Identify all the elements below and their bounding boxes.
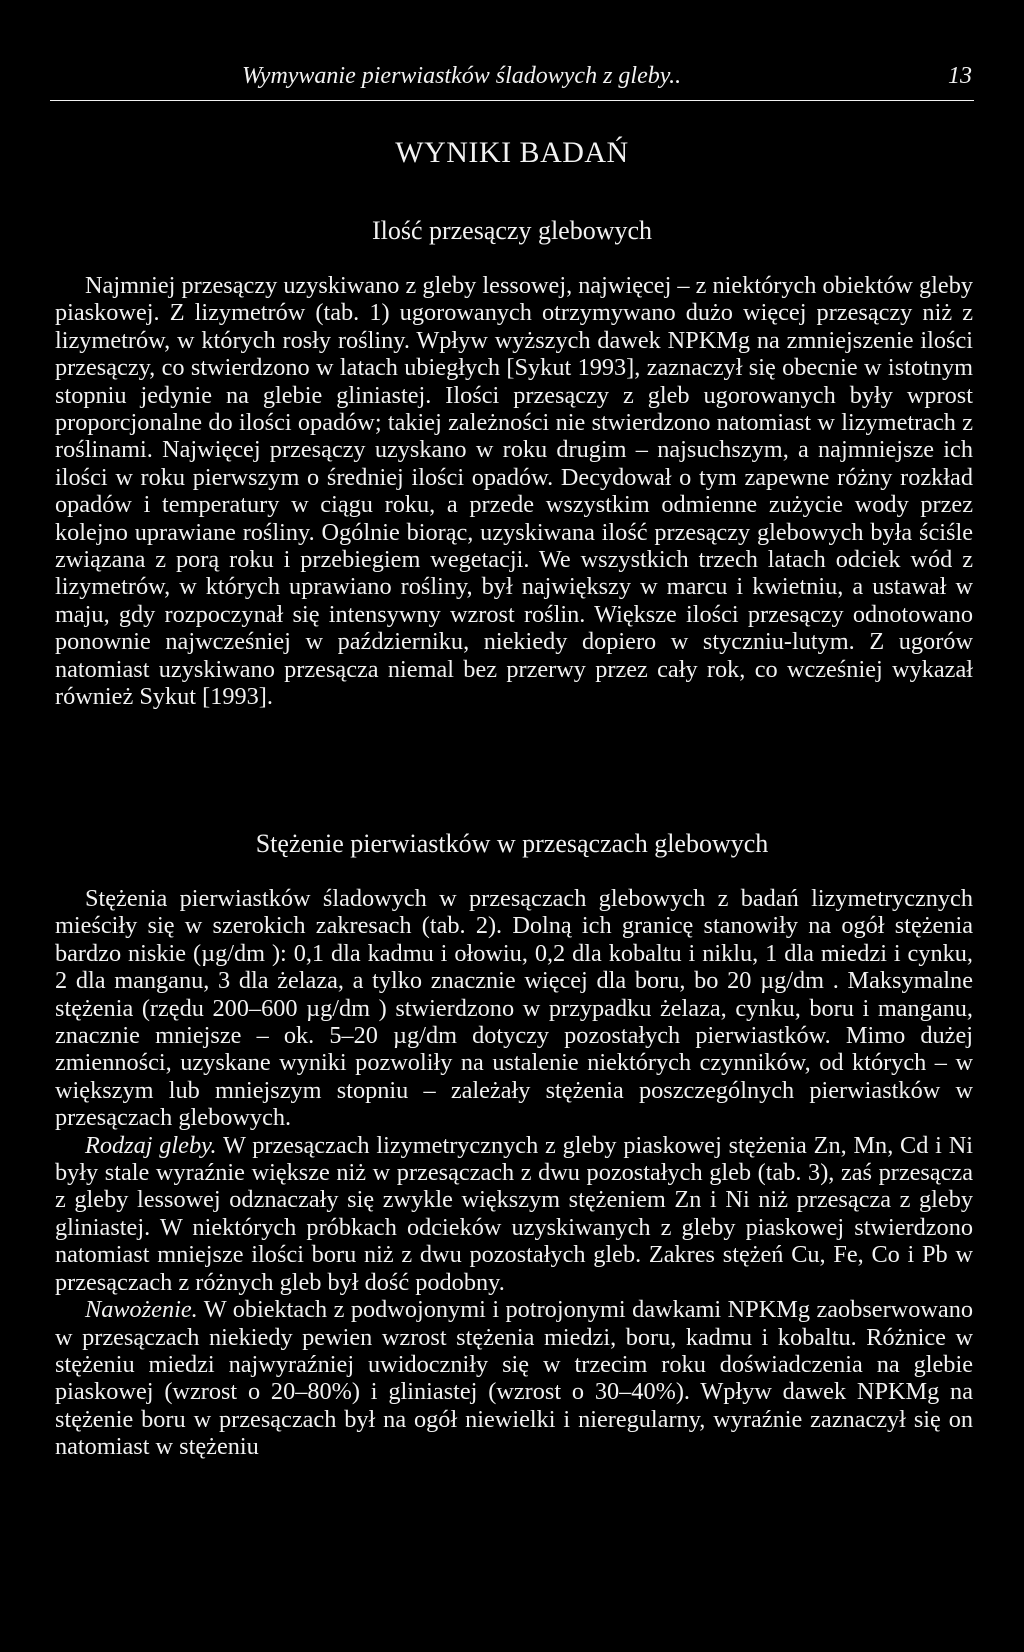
section1-body xyxy=(55,272,973,711)
section-heading: WYNIKI BADAŃ xyxy=(395,136,629,169)
paragraph: Najmniej przesączy uzyskiwano z gleby lessowej, najwięcej – z niektórych obiektów gleby piaskowej. Z lizymetrów (tab. 1) ugorowanych otrzymywano dużo więcej przesączy niż z lizymetrów, w których rosły rośliny. Wpływ wyższych dawek NPKMg na zmniejszenie ilości przesączy, co stwierdzono w latach ubiegłych [Sykut 1993], zaznaczył się obecnie w istotnym stopniu jedynie na glebie gliniastej. Ilości przesączy z gleb ugorowanych były wprost proporcjonalne do ilości opadów; takiej zależności nie stwierdzono natomiast w lizymetrach z roślinami. Najwięcej przesączy uzyskano w roku drugim – najsuchszym, a najmniejsze ich ilości w roku pierwszym o średniej ilości opadów. Decydował o tym zapewne różny rozkład opadów i temperatury w ciągu roku, a przede wszystkim odmienne zużycie wody przez kolejno uprawiane rośliny. Ogólnie biorąc, uzyskiwana ilość przesączy glebowych była ściśle związana z porą roku i przebiegiem wegetacji. We wszystkich trzech latach odciek wód z lizymetrów, w których uprawiano rośliny, był największy w marcu i kwietniu, a ustawał w maju, gdy rozpoczynał się intensywny wzrost roślin. Większe ilości przesączy odnotowano ponownie najwcześniej w październiku, niekiedy dopiero w styczniu-lutym. Z ugorów natomiast uzyskiwano przesącza niemal bez przerwy przez cały rok, co wcześniej wykazał również Sykut [1993]. xyxy=(55,272,973,711)
subsection-title-element-concentration: Stężenie pierwiastków w przesączach glebowych xyxy=(255,829,769,858)
page-number: 13 xyxy=(948,63,972,89)
running-title: Wymywanie pierwiastków śladowych z gleby.. xyxy=(242,63,682,89)
paragraph xyxy=(55,1132,973,1296)
paragraph-text: W przesączach lizymetrycznych z gleby piaskowej stężenia Zn, Mn, Cd i Ni były stale wyraźnie większe niż w przesączach z dwu pozostałych gleb (tab. 3), zaś przesącza z gleby lessowej odznaczały się zwykle większym stężeniem Zn i Ni niż przesącza z gleby gliniastej. W niektórych próbkach odcieków uzyskiwanych z gleby piaskowej stwierdzono natomiast mniejsze ilości boru niż z dwu pozostałych gleb. Zakres stężeń Cu, Fe, Co i Pb w przesączach z różnych gleb był dość podobny. xyxy=(55,1131,973,1296)
section2-body xyxy=(55,885,973,1461)
paragraph-text: W obiektach z podwojonymi i potrojonymi dawkami NPKMg zaobserwowano w przesączach niekiedy pewien wzrost stężenia miedzi, boru, kadmu i kobaltu. Różnice w stężeniu miedzi najwyraźniej uwidoczniły się w trzecim roku doświadczenia na glebie piaskowej (wzrost o 20–80%) i gliniastej (wzrost o 30–40%). Wpływ dawek NPKMg na stężenie boru w przesączach był na ogół niewielki i nieregularny, wyraźnie zaznaczył się on natomiast w stężeniu xyxy=(55,1296,973,1461)
paragraph: Stężenia pierwiastków śladowych w przesączach glebowych z badań lizymetrycznych mieściły się w szerokich zakresach (tab. 2). Dolną ich granicę stanowiły na ogół stężenia bardzo niskie (µg/dm ): 0,1 dla kadmu i ołowiu, 0,2 dla kobaltu i niklu, 1 dla miedzi i cynku, 2 dla manganu, 3 dla żelaza, a tylko znacznie więcej dla boru, bo 20 µg/dm . Maksymalne stężenia (rzędu 200–600 µg/dm ) stwierdzono w przypadku żelaza, cynku, boru i manganu, znacznie mniejsze – ok. 5–20 µg/dm dotyczy pozostałych pierwiastków. Mimo dużej zmienności, uzyskane wyniki pozwoliły na ustalenie niektórych czynników, od których – w większym lub mniejszym stopniu – zależały stężenia poszczególnych pierwiastków w przesączach glebowych. xyxy=(55,885,973,1132)
paragraph xyxy=(55,1296,973,1460)
subsection-title-leachate-quantity: Ilość przesączy glebowych xyxy=(371,216,653,245)
paragraph-lead-soil-type: Rodzaj gleby. xyxy=(85,1131,217,1159)
running-header xyxy=(50,60,974,101)
paragraph-lead-fertilization: Nawożenie. xyxy=(85,1296,198,1324)
